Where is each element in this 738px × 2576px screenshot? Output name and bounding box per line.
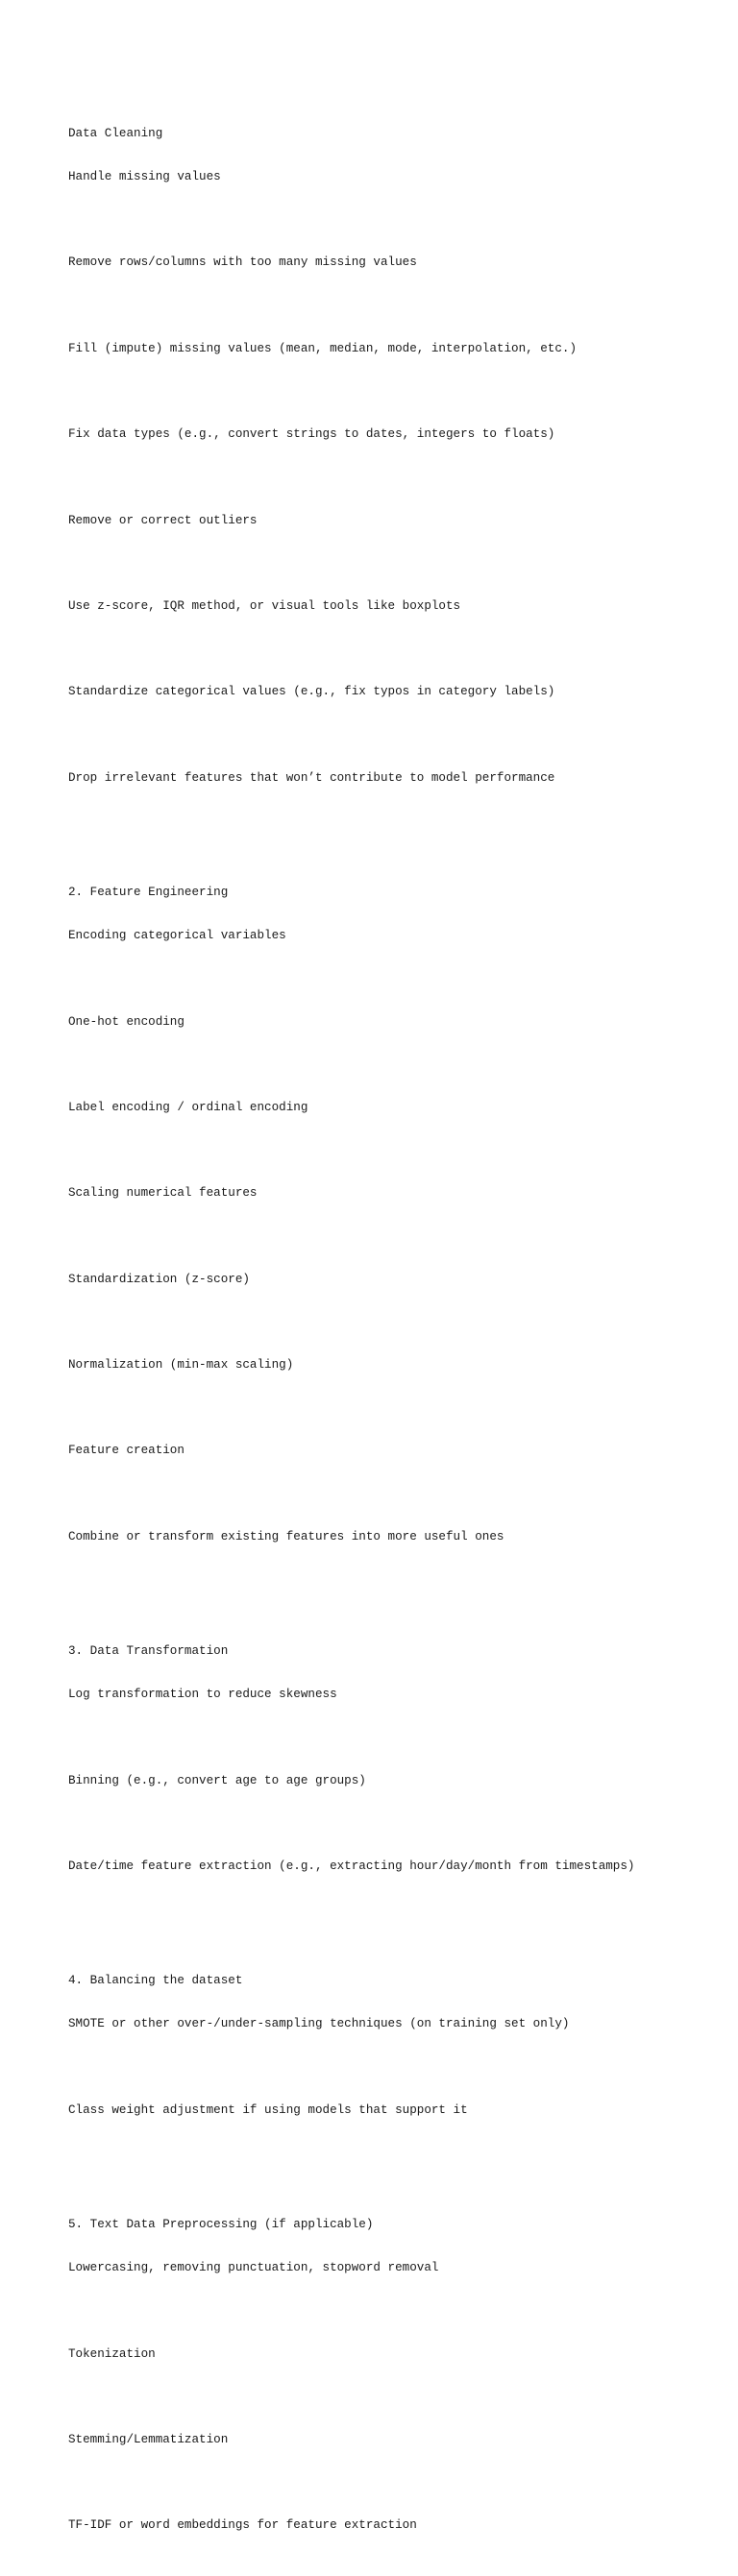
text-line: Encoding categorical variables [68,929,286,943]
text-line: Fill (impute) missing values (mean, median, mode, interpolation, etc.) [68,341,578,355]
text-line: SMOTE or other over-/under-sampling techniques (on training set only) [68,2017,570,2031]
text-line: Normalization (min-max scaling) [68,1358,294,1373]
text-line: Tokenization [68,2346,156,2361]
text-line: TF-IDF or word embeddings for feature extraction [68,2518,417,2533]
paragraph-gap [68,1401,722,1415]
text-line: Log transformation to reduce skewness [68,1688,337,1702]
text-line: Scaling numerical features [68,1186,258,1201]
paragraph-gap [68,728,722,741]
section-heading: 2. Feature Engineering [68,886,229,900]
section-heading: 4. Balancing the dataset [68,1974,243,1988]
document-body [68,69,722,2576]
paragraph-gap [68,385,722,399]
section-heading: 3. Data Transformation [68,1644,229,1659]
text-line: Fix data types (e.g., convert strings to dates, integers to floats) [68,427,555,442]
section-heading: Data Cleaning [68,127,163,140]
text-line: Date/time feature extraction (e.g., extracting hour/day/month from timestamps) [68,1859,635,1874]
text-line: Drop irrelevant features that won’t contribute to model performance [68,770,555,785]
paragraph-gap [68,1573,722,1587]
text-line: Remove rows/columns with too many missing values [68,255,417,270]
paragraph-gap [68,471,722,484]
paragraph-gap [68,1817,722,1831]
text-line: Label encoding / ordinal encoding [68,1100,308,1114]
text-line: Stemming/Lemmatization [68,2432,229,2446]
paragraph-gap [68,1058,722,1072]
text-line: Handle missing values [68,170,221,183]
text-line: One-hot encoding [68,1014,184,1029]
paragraph-gap [68,2147,722,2160]
text-line: Remove or correct outliers [68,513,258,527]
paragraph-gap [68,1316,722,1329]
text-line: Class weight adjustment if using models that support it [68,2102,468,2117]
paragraph-gap [68,1229,722,1243]
text-line: Use z-score, IQR method, or visual tools like boxplots [68,598,461,613]
section-heading: 5. Text Data Preprocessing (if applicable) [68,2218,374,2232]
text-line: Combine or transform existing features into more useful ones [68,1529,504,1543]
paragraph-gap [68,1903,722,1916]
paragraph-gap [68,2304,722,2318]
paragraph-gap [68,1144,722,1157]
text-line: Standardize categorical values (e.g., fix typos in category labels) [68,685,555,699]
paragraph-gap [68,2060,722,2074]
text-line: Standardization (z-score) [68,1272,250,1286]
text-line: Lowercasing, removing punctuation, stopword removal [68,2261,439,2275]
text-line: Binning (e.g., convert age to age groups) [68,1773,366,1787]
paragraph-gap [68,2476,722,2490]
text-line: Feature creation [68,1444,184,1458]
paragraph-gap [68,643,722,656]
paragraph-gap [68,213,722,227]
paragraph-gap [68,814,722,828]
paragraph-gap [68,972,722,985]
paragraph-gap [68,1487,722,1500]
paragraph-gap [68,2391,722,2404]
paragraph-gap [68,299,722,312]
paragraph-gap [68,1731,722,1744]
paragraph-gap [68,557,722,571]
